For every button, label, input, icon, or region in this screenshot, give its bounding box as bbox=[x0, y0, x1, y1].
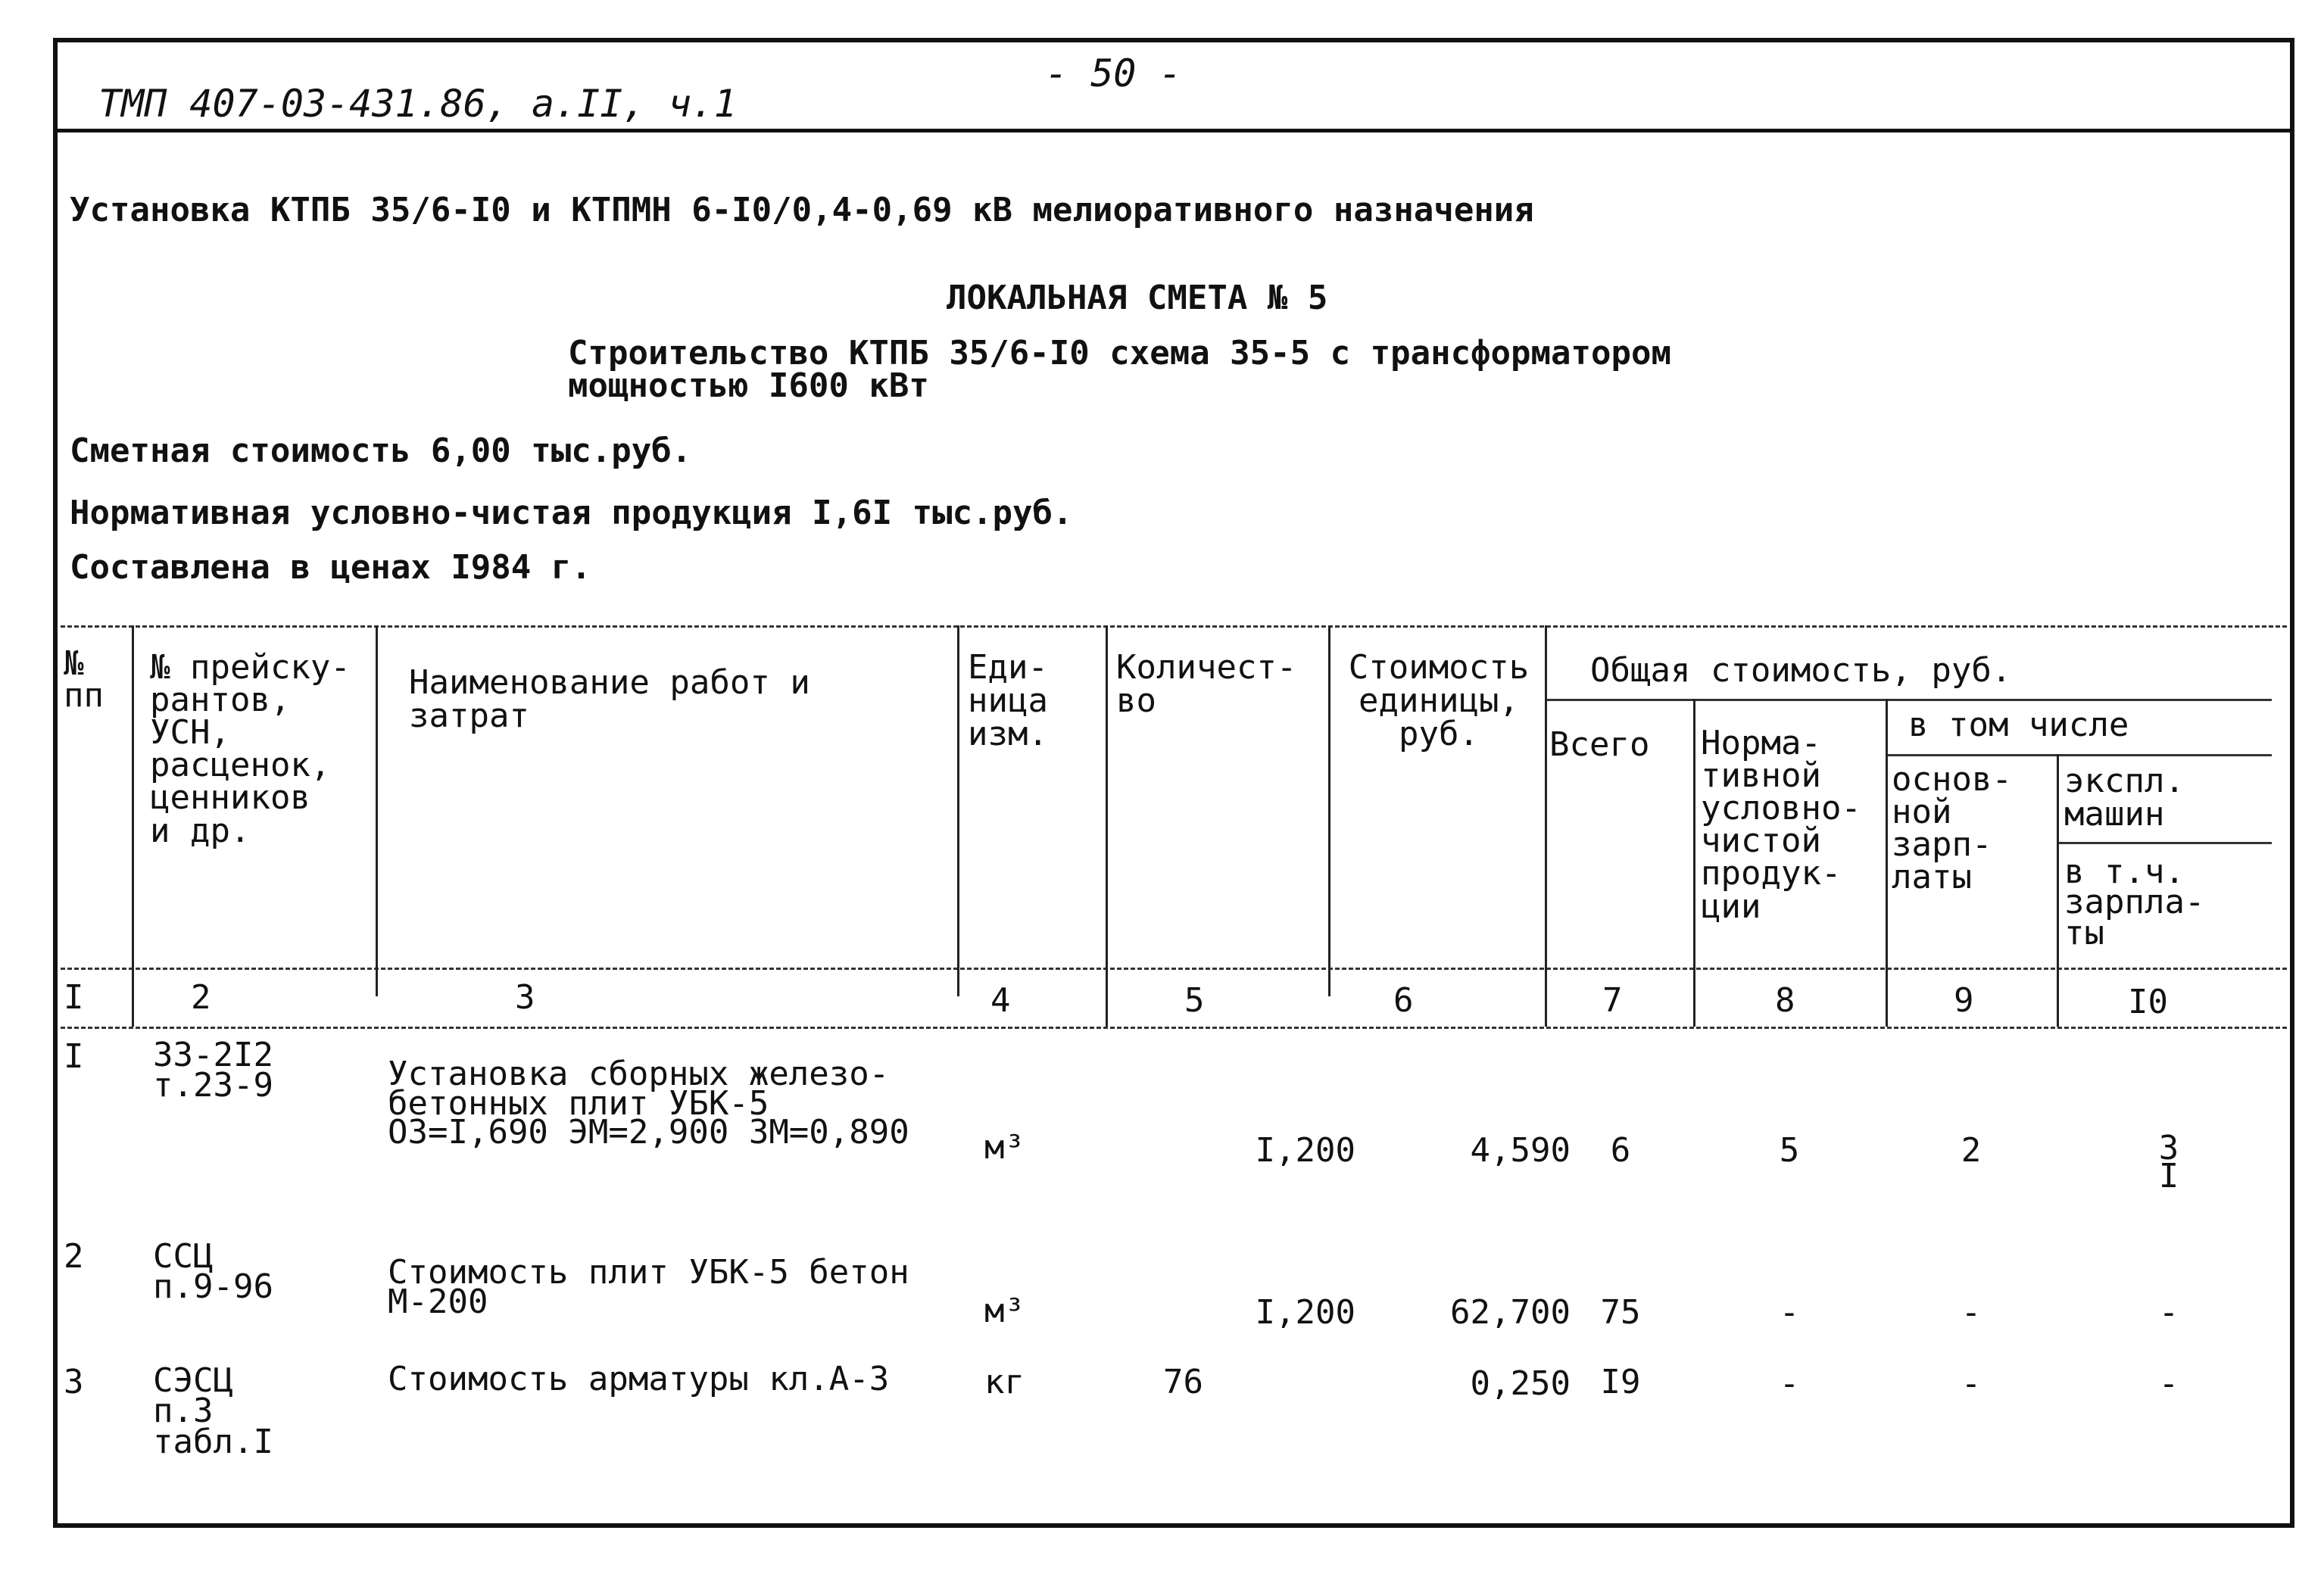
col-number-5: 5 bbox=[1184, 981, 1205, 1020]
row2-name: Стоимость плит УБК-5 бетон М-200 bbox=[388, 1253, 909, 1321]
row2-normative: - bbox=[1779, 1293, 1800, 1332]
header-unit-cost: Стоимость единицы, руб. bbox=[1348, 648, 1530, 753]
col-number-2: 2 bbox=[191, 978, 211, 1017]
col-line-9 bbox=[2057, 754, 2059, 1027]
row1-quantity: I,200 bbox=[1255, 1131, 1355, 1170]
header-no: № пп bbox=[64, 644, 104, 715]
row2-unit-cost: 62,700 bbox=[1450, 1293, 1571, 1332]
row1-total: 6 bbox=[1610, 1131, 1631, 1170]
header-divider bbox=[53, 129, 2294, 132]
document-code: ТМП 407-03-431.86, а.II, ч.1 bbox=[98, 82, 737, 126]
row3-reference: СЭСЦ п.3 табл.I bbox=[153, 1361, 273, 1461]
row3-machines: - bbox=[2158, 1364, 2179, 1403]
col-number-10: I0 bbox=[2128, 983, 2168, 1021]
col-number-8: 8 bbox=[1775, 981, 1795, 1020]
estimate-title: ЛОКАЛЬНАЯ СМЕТА № 5 bbox=[947, 279, 1328, 317]
row3-no: 3 bbox=[64, 1363, 84, 1401]
col-number-1: I bbox=[64, 978, 84, 1017]
col-number-4: 4 bbox=[990, 981, 1011, 1020]
row1-normative: 5 bbox=[1779, 1131, 1800, 1170]
estimated-cost: Сметная стоимость 6,00 тыс.руб. bbox=[70, 432, 692, 470]
row3-name: Стоимость арматуры кл.А-3 bbox=[388, 1360, 890, 1398]
row2-wages: - bbox=[1961, 1293, 1982, 1332]
row3-quantity: 76 bbox=[1163, 1363, 1203, 1401]
header-reference: № прейску- рантов, УСН, расценок, ценников и др. bbox=[150, 648, 351, 850]
row3-normative: - bbox=[1779, 1364, 1800, 1403]
header-machine-wages: в т.ч. зарпла- ты bbox=[2064, 852, 2205, 952]
row2-no: 2 bbox=[64, 1237, 84, 1276]
col-number-6: 6 bbox=[1393, 981, 1414, 1020]
row1-wages: 2 bbox=[1961, 1131, 1982, 1170]
normative-production: Нормативная условно-чистая продукция I,6I тыс.руб. bbox=[70, 494, 1073, 532]
row1-unit: м³ bbox=[984, 1128, 1025, 1167]
table-top-line bbox=[61, 625, 2287, 628]
installation-title: Установка КТПБ 35/6-I0 и КТПМН 6-I0/0,4-0,69 кВ мелиоративного назначения bbox=[70, 191, 1534, 229]
col-number-9: 9 bbox=[1954, 981, 1974, 1020]
row3-unit: кг bbox=[984, 1363, 1025, 1401]
row1-unit-cost: 4,590 bbox=[1470, 1131, 1571, 1170]
total-group-line bbox=[1545, 699, 2272, 701]
row2-quantity: I,200 bbox=[1255, 1293, 1355, 1332]
header-including: в том числе bbox=[1908, 706, 2129, 744]
header-bottom-line bbox=[61, 968, 2287, 970]
mach-sub-line bbox=[2057, 842, 2272, 844]
header-normative: Норма- тивной условно- чистой продук- ции bbox=[1701, 724, 1861, 926]
header-total: Всего bbox=[1549, 725, 1650, 764]
header-name: Наименование работ и затрат bbox=[409, 663, 810, 735]
row3-wages: - bbox=[1961, 1364, 1982, 1403]
header-total-cost: Общая стоимость, руб. bbox=[1590, 651, 2012, 690]
col-line-1 bbox=[132, 625, 134, 1027]
price-base: Составлена в ценах I984 г. bbox=[70, 548, 591, 587]
row3-total: I9 bbox=[1600, 1363, 1641, 1401]
header-wages: основ- ной зарп- латы bbox=[1892, 760, 2012, 897]
numbers-bottom-line bbox=[61, 1027, 2287, 1029]
header-machines: экспл. машин bbox=[2064, 762, 2185, 834]
col-number-7: 7 bbox=[1602, 981, 1623, 1020]
col-line-6 bbox=[1545, 625, 1547, 1027]
row1-no: I bbox=[64, 1037, 84, 1076]
row2-reference: ССЦ п.9-96 bbox=[153, 1237, 273, 1307]
row3-unit-cost: 0,250 bbox=[1470, 1364, 1571, 1403]
col-line-3 bbox=[957, 625, 959, 996]
row1-name: Установка сборных железо- бетонных плит УБК-5 ОЗ=I,690 ЭМ=2,900 ЗМ=0,890 bbox=[388, 1055, 909, 1152]
page-number: - 50 - bbox=[1045, 51, 1182, 95]
estimate-subtitle-1: Строительство КТПБ 35/6-I0 схема 35-5 с трансформатором bbox=[568, 334, 1671, 372]
header-quantity: Количест- во bbox=[1116, 648, 1297, 720]
col-line-4 bbox=[1106, 625, 1108, 1027]
col-line-2 bbox=[376, 625, 378, 996]
col-number-3: 3 bbox=[515, 978, 535, 1017]
row2-machines: - bbox=[2158, 1293, 2179, 1332]
col-line-7 bbox=[1693, 699, 1695, 1027]
col-line-8 bbox=[1886, 699, 1888, 1027]
estimate-table bbox=[61, 625, 2287, 1526]
header-unit: Еди- ница изм. bbox=[968, 648, 1048, 753]
estimate-subtitle-2: мощностью I600 кВт bbox=[568, 366, 929, 405]
row1-machines: 3 I bbox=[2158, 1129, 2179, 1196]
incl-group-line bbox=[1886, 754, 2272, 756]
col-line-5 bbox=[1328, 625, 1330, 996]
row2-unit: м³ bbox=[984, 1292, 1025, 1330]
row1-reference: 33-2I2 т.23-9 bbox=[153, 1036, 273, 1105]
row2-total: 75 bbox=[1600, 1293, 1641, 1332]
